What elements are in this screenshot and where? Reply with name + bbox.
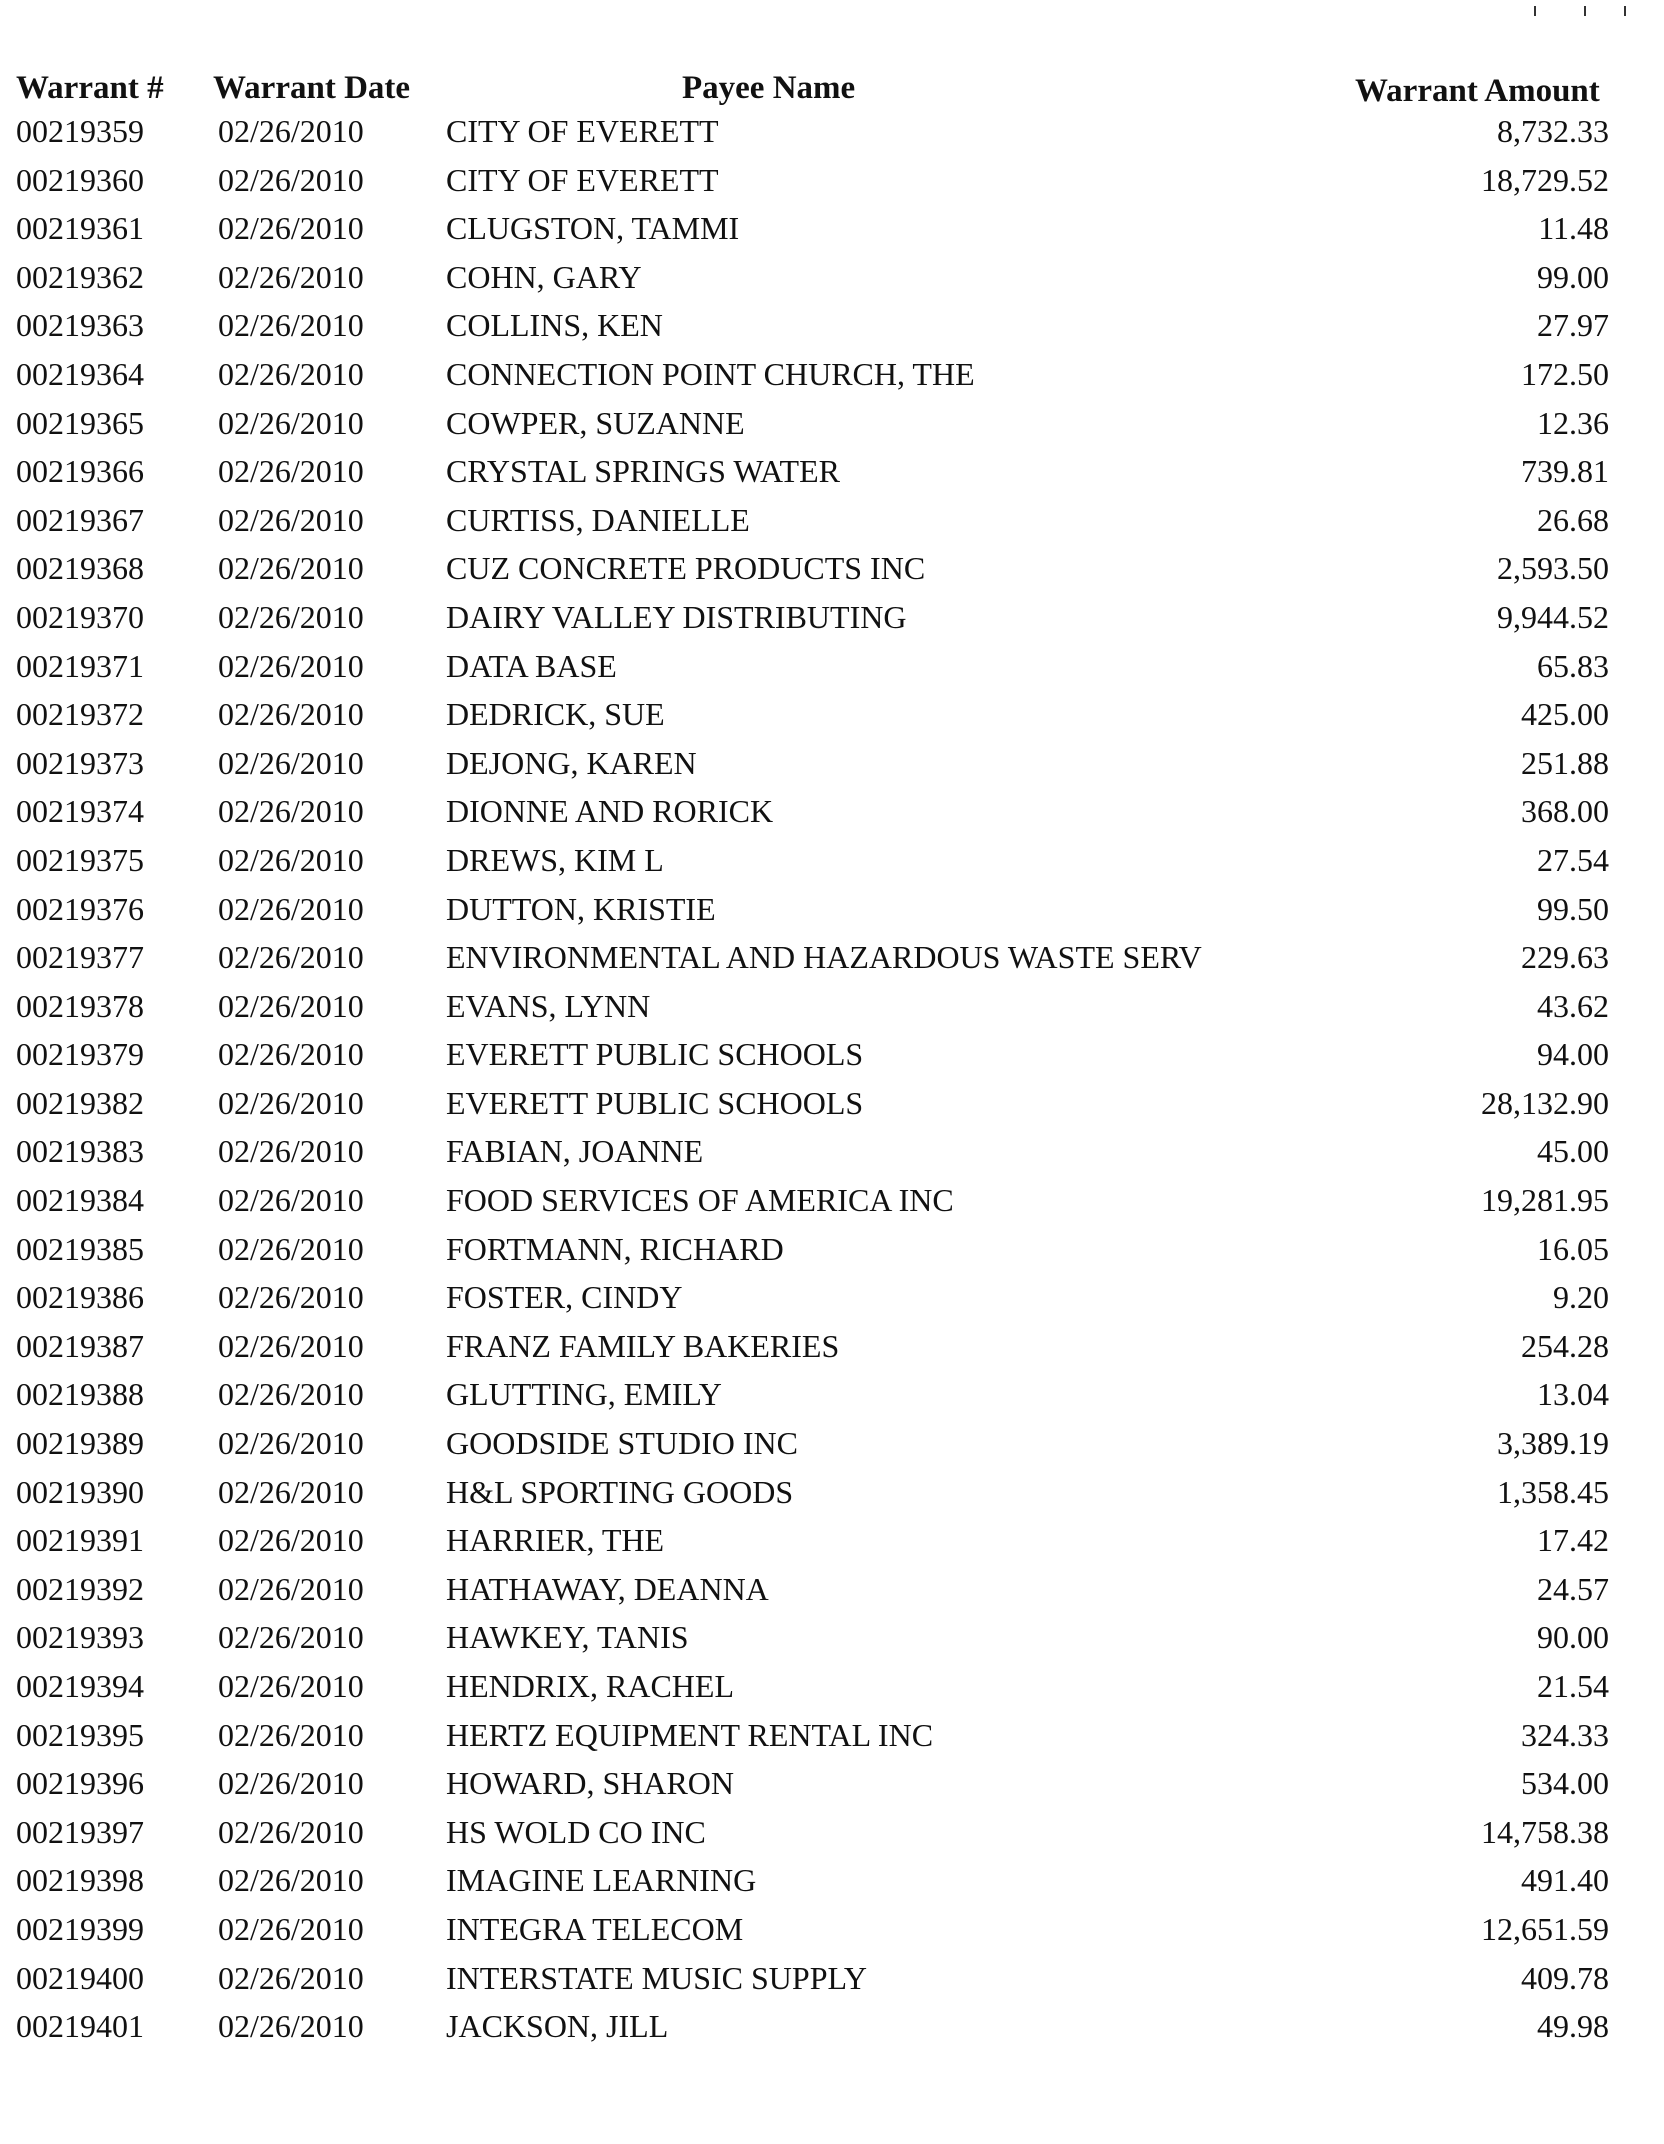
payee-name-cell: HENDRIX, RACHEL [446,1668,734,1704]
warrant-number-cell: 00219368 [16,550,144,587]
payee-name-cell: FORTMANN, RICHARD [446,1230,784,1267]
payee-name-cell: CLUGSTON, TAMMI [446,210,740,247]
speck [1624,6,1626,16]
table-row [0,210,1664,259]
table-row [0,405,1664,454]
warrant-number-cell: 00219394 [16,1668,144,1704]
payee-name-cell: CITY OF EVERETT [446,161,719,198]
warrant-amount-cell: 8,732.33 [1497,113,1609,149]
payee-name-cell: COHN, GARY [446,258,642,295]
table-row [0,891,1664,940]
table-row [0,1085,1664,1134]
table-row [0,1036,1664,1085]
table-row [0,1474,1664,1523]
warrant-date-cell: 02/26/2010 [218,647,364,684]
warrant-number-cell: 00219377 [16,939,144,976]
warrant-number-cell: 00219365 [16,404,144,441]
warrant-date-cell: 02/26/2010 [218,1473,364,1510]
payee-name-cell: IMAGINE LEARNING [446,1862,757,1899]
warrant-date-cell: 02/26/2010 [218,1133,364,1170]
payee-name-cell: HERTZ EQUIPMENT RENTAL INC [446,1716,934,1753]
warrant-date-cell: 02/26/2010 [218,1425,364,1462]
warrant-amount-cell: 99.50 [1537,890,1609,927]
warrant-amount-cell: 16.05 [1537,1230,1609,1267]
warrant-amount-cell: 739.81 [1521,453,1609,490]
warrant-date-cell: 02/26/2010 [218,793,364,830]
payee-name-cell: EVERETT PUBLIC SCHOOLS [446,1036,864,1073]
warrant-amount-cell: 368.00 [1521,793,1609,830]
warrant-number-cell: 00219393 [16,1619,144,1656]
warrant-amount-cell: 425.00 [1521,696,1609,733]
warrant-date-cell: 02/26/2010 [218,987,364,1024]
warrant-number-cell: 00219379 [16,1036,144,1073]
table-row [0,1960,1664,2009]
warrant-amount-cell: 65.83 [1537,647,1609,684]
speck [1584,6,1586,16]
warrant-date-cell: 02/26/2010 [218,1862,364,1899]
warrant-number-cell: 00219359 [16,113,144,149]
payee-name-cell: DREWS, KIM L [446,841,664,878]
warrant-number-cell: 00219391 [16,1522,144,1559]
warrant-number-cell: 00219371 [16,647,144,684]
warrant-number-cell: 00219362 [16,258,144,295]
table-row [0,162,1664,211]
table-row [0,1133,1664,1182]
payee-name-cell: CITY OF EVERETT [446,113,719,149]
warrant-amount-cell: 27.97 [1537,307,1609,344]
payee-name-cell: INTEGRA TELECOM [446,1910,744,1947]
warrant-date-cell: 02/26/2010 [218,744,364,781]
table-row [0,259,1664,308]
warrant-number-cell: 00219399 [16,1910,144,1947]
warrant-amount-cell: 49.98 [1537,2008,1609,2045]
table-row [0,648,1664,697]
warrant-table-body [0,113,1664,2057]
warrant-amount-cell: 11.48 [1538,210,1609,247]
warrant-date-cell: 02/26/2010 [218,1182,364,1219]
warrant-number-cell: 00219382 [16,1084,144,1121]
payee-name-cell: DEJONG, KAREN [446,744,697,781]
warrant-date-cell: 02/26/2010 [218,355,364,392]
payee-name-cell: HARRIER, THE [446,1522,665,1559]
warrant-amount-cell: 19,281.95 [1481,1182,1609,1219]
payee-name-cell: HOWARD, SHARON [446,1765,735,1802]
warrant-date-cell: 02/26/2010 [218,939,364,976]
warrant-amount-cell: 3,389.19 [1497,1425,1609,1462]
warrant-date-cell: 02/26/2010 [218,1765,364,1802]
warrant-amount-cell: 12,651.59 [1481,1910,1609,1947]
warrant-number-cell: 00219398 [16,1862,144,1899]
warrant-number-cell: 00219400 [16,1959,144,1996]
table-row [0,1522,1664,1571]
payee-name-cell: FABIAN, JOANNE [446,1133,704,1170]
warrant-number-cell: 00219360 [16,161,144,198]
warrant-amount-cell: 229.63 [1521,939,1609,976]
warrant-number-cell: 00219366 [16,453,144,490]
warrant-amount-cell: 18,729.52 [1481,161,1609,198]
warrant-date-cell: 02/26/2010 [218,501,364,538]
header-warrant-date: Warrant Date [213,70,411,106]
payee-name-cell: HATHAWAY, DEANNA [446,1570,769,1607]
warrant-number-cell: 00219376 [16,890,144,927]
warrant-date-cell: 02/26/2010 [218,1327,364,1364]
warrant-number-cell: 00219367 [16,501,144,538]
table-row [0,988,1664,1037]
warrant-date-cell: 02/26/2010 [218,1716,364,1753]
warrant-amount-cell: 94.00 [1537,1036,1609,1073]
warrant-date-cell: 02/26/2010 [218,1619,364,1656]
table-row [0,939,1664,988]
warrant-number-cell: 00219375 [16,841,144,878]
warrant-amount-cell: 99.00 [1537,258,1609,295]
warrant-amount-cell: 534.00 [1521,1765,1609,1802]
payee-name-cell: FOOD SERVICES OF AMERICA INC [446,1182,954,1219]
table-row [0,2008,1664,2057]
table-row [0,1765,1664,1814]
table-row [0,1279,1664,1328]
warrant-date-cell: 02/26/2010 [218,1570,364,1607]
warrant-number-cell: 00219396 [16,1765,144,1802]
warrant-amount-cell: 26.68 [1537,501,1609,538]
warrant-number-cell: 00219401 [16,2008,144,2045]
warrant-amount-cell: 491.40 [1521,1862,1609,1899]
payee-name-cell: H&L SPORTING GOODS [446,1473,794,1510]
payee-name-cell: HAWKEY, TANIS [446,1619,689,1656]
warrant-number-cell: 00219363 [16,307,144,344]
warrant-amount-cell: 45.00 [1537,1133,1609,1170]
warrant-date-cell: 02/26/2010 [218,1036,364,1073]
header-warrant-amount: Warrant Amount [1355,73,1600,109]
warrant-amount-cell: 9,944.52 [1497,598,1609,635]
warrant-amount-cell: 43.62 [1537,987,1609,1024]
warrant-date-cell: 02/26/2010 [218,2008,364,2045]
table-row [0,1425,1664,1474]
payee-name-cell: COLLINS, KEN [446,307,663,344]
payee-name-cell: DIONNE AND RORICK [446,793,774,830]
warrant-amount-cell: 17.42 [1537,1522,1609,1559]
warrant-number-cell: 00219390 [16,1473,144,1510]
warrant-amount-cell: 2,593.50 [1497,550,1609,587]
warrant-number-cell: 00219372 [16,696,144,733]
warrant-amount-cell: 172.50 [1521,355,1609,392]
header-warrant-number: Warrant # [16,70,164,106]
payee-name-cell: ENVIRONMENTAL AND HAZARDOUS WASTE SERV [446,939,1202,976]
table-row [0,1668,1664,1717]
warrant-date-cell: 02/26/2010 [218,1084,364,1121]
table-row [0,1182,1664,1231]
warrant-number-cell: 00219378 [16,987,144,1024]
warrant-date-cell: 02/26/2010 [218,890,364,927]
warrant-amount-cell: 14,758.38 [1481,1813,1609,1850]
warrant-amount-cell: 12.36 [1537,404,1609,441]
table-row [0,1328,1664,1377]
table-row [0,113,1664,162]
table-row [0,453,1664,502]
warrant-amount-cell: 254.28 [1521,1327,1609,1364]
payee-name-cell: JACKSON, JILL [446,2008,669,2045]
warrant-number-cell: 00219397 [16,1813,144,1850]
table-row [0,1814,1664,1863]
payee-name-cell: DAIRY VALLEY DISTRIBUTING [446,598,907,635]
warrant-amount-cell: 251.88 [1521,744,1609,781]
warrant-amount-cell: 90.00 [1537,1619,1609,1656]
warrant-date-cell: 02/26/2010 [218,1279,364,1316]
payee-name-cell: FRANZ FAMILY BAKERIES [446,1327,840,1364]
payee-name-cell: GOODSIDE STUDIO INC [446,1425,798,1462]
warrant-number-cell: 00219387 [16,1327,144,1364]
warrant-amount-cell: 27.54 [1537,841,1609,878]
warrant-date-cell: 02/26/2010 [218,1910,364,1947]
payee-name-cell: EVERETT PUBLIC SCHOOLS [446,1084,864,1121]
warrant-date-cell: 02/26/2010 [218,696,364,733]
speck [1534,6,1536,16]
table-row [0,1231,1664,1280]
warrant-amount-cell: 24.57 [1537,1570,1609,1607]
warrant-date-cell: 02/26/2010 [218,1522,364,1559]
warrant-number-cell: 00219386 [16,1279,144,1316]
payee-name-cell: CONNECTION POINT CHURCH, THE [446,355,975,392]
table-row [0,1571,1664,1620]
table-row [0,1376,1664,1425]
table-row [0,1619,1664,1668]
payee-name-cell: FOSTER, CINDY [446,1279,683,1316]
payee-name-cell: CUZ CONCRETE PRODUCTS INC [446,550,926,587]
warrant-amount-cell: 28,132.90 [1481,1084,1609,1121]
warrant-date-cell: 02/26/2010 [218,598,364,635]
payee-name-cell: DATA BASE [446,647,617,684]
warrant-number-cell: 00219374 [16,793,144,830]
table-row [0,550,1664,599]
warrant-number-cell: 00219364 [16,355,144,392]
warrant-date-cell: 02/26/2010 [218,307,364,344]
warrant-date-cell: 02/26/2010 [218,161,364,198]
payee-name-cell: HS WOLD CO INC [446,1813,706,1850]
payee-name-cell: DEDRICK, SUE [446,696,665,733]
payee-name-cell: EVANS, LYNN [446,987,651,1024]
table-row [0,1911,1664,1960]
warrant-amount-cell: 21.54 [1537,1668,1609,1704]
payee-name-cell: GLUTTING, EMILY [446,1376,722,1413]
warrant-amount-cell: 409.78 [1521,1959,1609,1996]
table-row [0,1717,1664,1766]
warrant-date-cell: 02/26/2010 [218,1959,364,1996]
warrant-number-cell: 00219384 [16,1182,144,1219]
warrant-date-cell: 02/26/2010 [218,113,364,149]
warrant-date-cell: 02/26/2010 [218,1376,364,1413]
warrant-number-cell: 00219392 [16,1570,144,1607]
table-row [0,356,1664,405]
warrant-date-cell: 02/26/2010 [218,550,364,587]
warrant-date-cell: 02/26/2010 [218,1230,364,1267]
table-row [0,745,1664,794]
payee-name-cell: COWPER, SUZANNE [446,404,745,441]
warrant-date-cell: 02/26/2010 [218,1668,364,1704]
table-row [0,599,1664,648]
table-row [0,307,1664,356]
warrant-number-cell: 00219389 [16,1425,144,1462]
warrant-number-cell: 00219383 [16,1133,144,1170]
payee-name-cell: CRYSTAL SPRINGS WATER [446,453,840,490]
table-row [0,1862,1664,1911]
warrant-date-cell: 02/26/2010 [218,1813,364,1850]
warrant-date-cell: 02/26/2010 [218,404,364,441]
warrant-date-cell: 02/26/2010 [218,258,364,295]
warrant-amount-cell: 324.33 [1521,1716,1609,1753]
warrant-number-cell: 00219370 [16,598,144,635]
warrant-amount-cell: 1,358.45 [1497,1473,1609,1510]
payee-name-cell: DUTTON, KRISTIE [446,890,716,927]
warrant-number-cell: 00219388 [16,1376,144,1413]
warrant-date-cell: 02/26/2010 [218,210,364,247]
warrant-number-cell: 00219373 [16,744,144,781]
header-payee-name: Payee Name [682,70,856,106]
warrant-number-cell: 00219395 [16,1716,144,1753]
table-row [0,502,1664,551]
warrant-amount-cell: 9.20 [1553,1279,1609,1316]
table-row [0,696,1664,745]
warrant-date-cell: 02/26/2010 [218,841,364,878]
warrant-number-cell: 00219361 [16,210,144,247]
table-row [0,793,1664,842]
payee-name-cell: INTERSTATE MUSIC SUPPLY [446,1959,867,1996]
scan-specks [1464,0,1664,30]
warrant-date-cell: 02/26/2010 [218,453,364,490]
payee-name-cell: CURTISS, DANIELLE [446,501,750,538]
table-row [0,842,1664,891]
warrant-amount-cell: 13.04 [1537,1376,1609,1413]
warrant-number-cell: 00219385 [16,1230,144,1267]
